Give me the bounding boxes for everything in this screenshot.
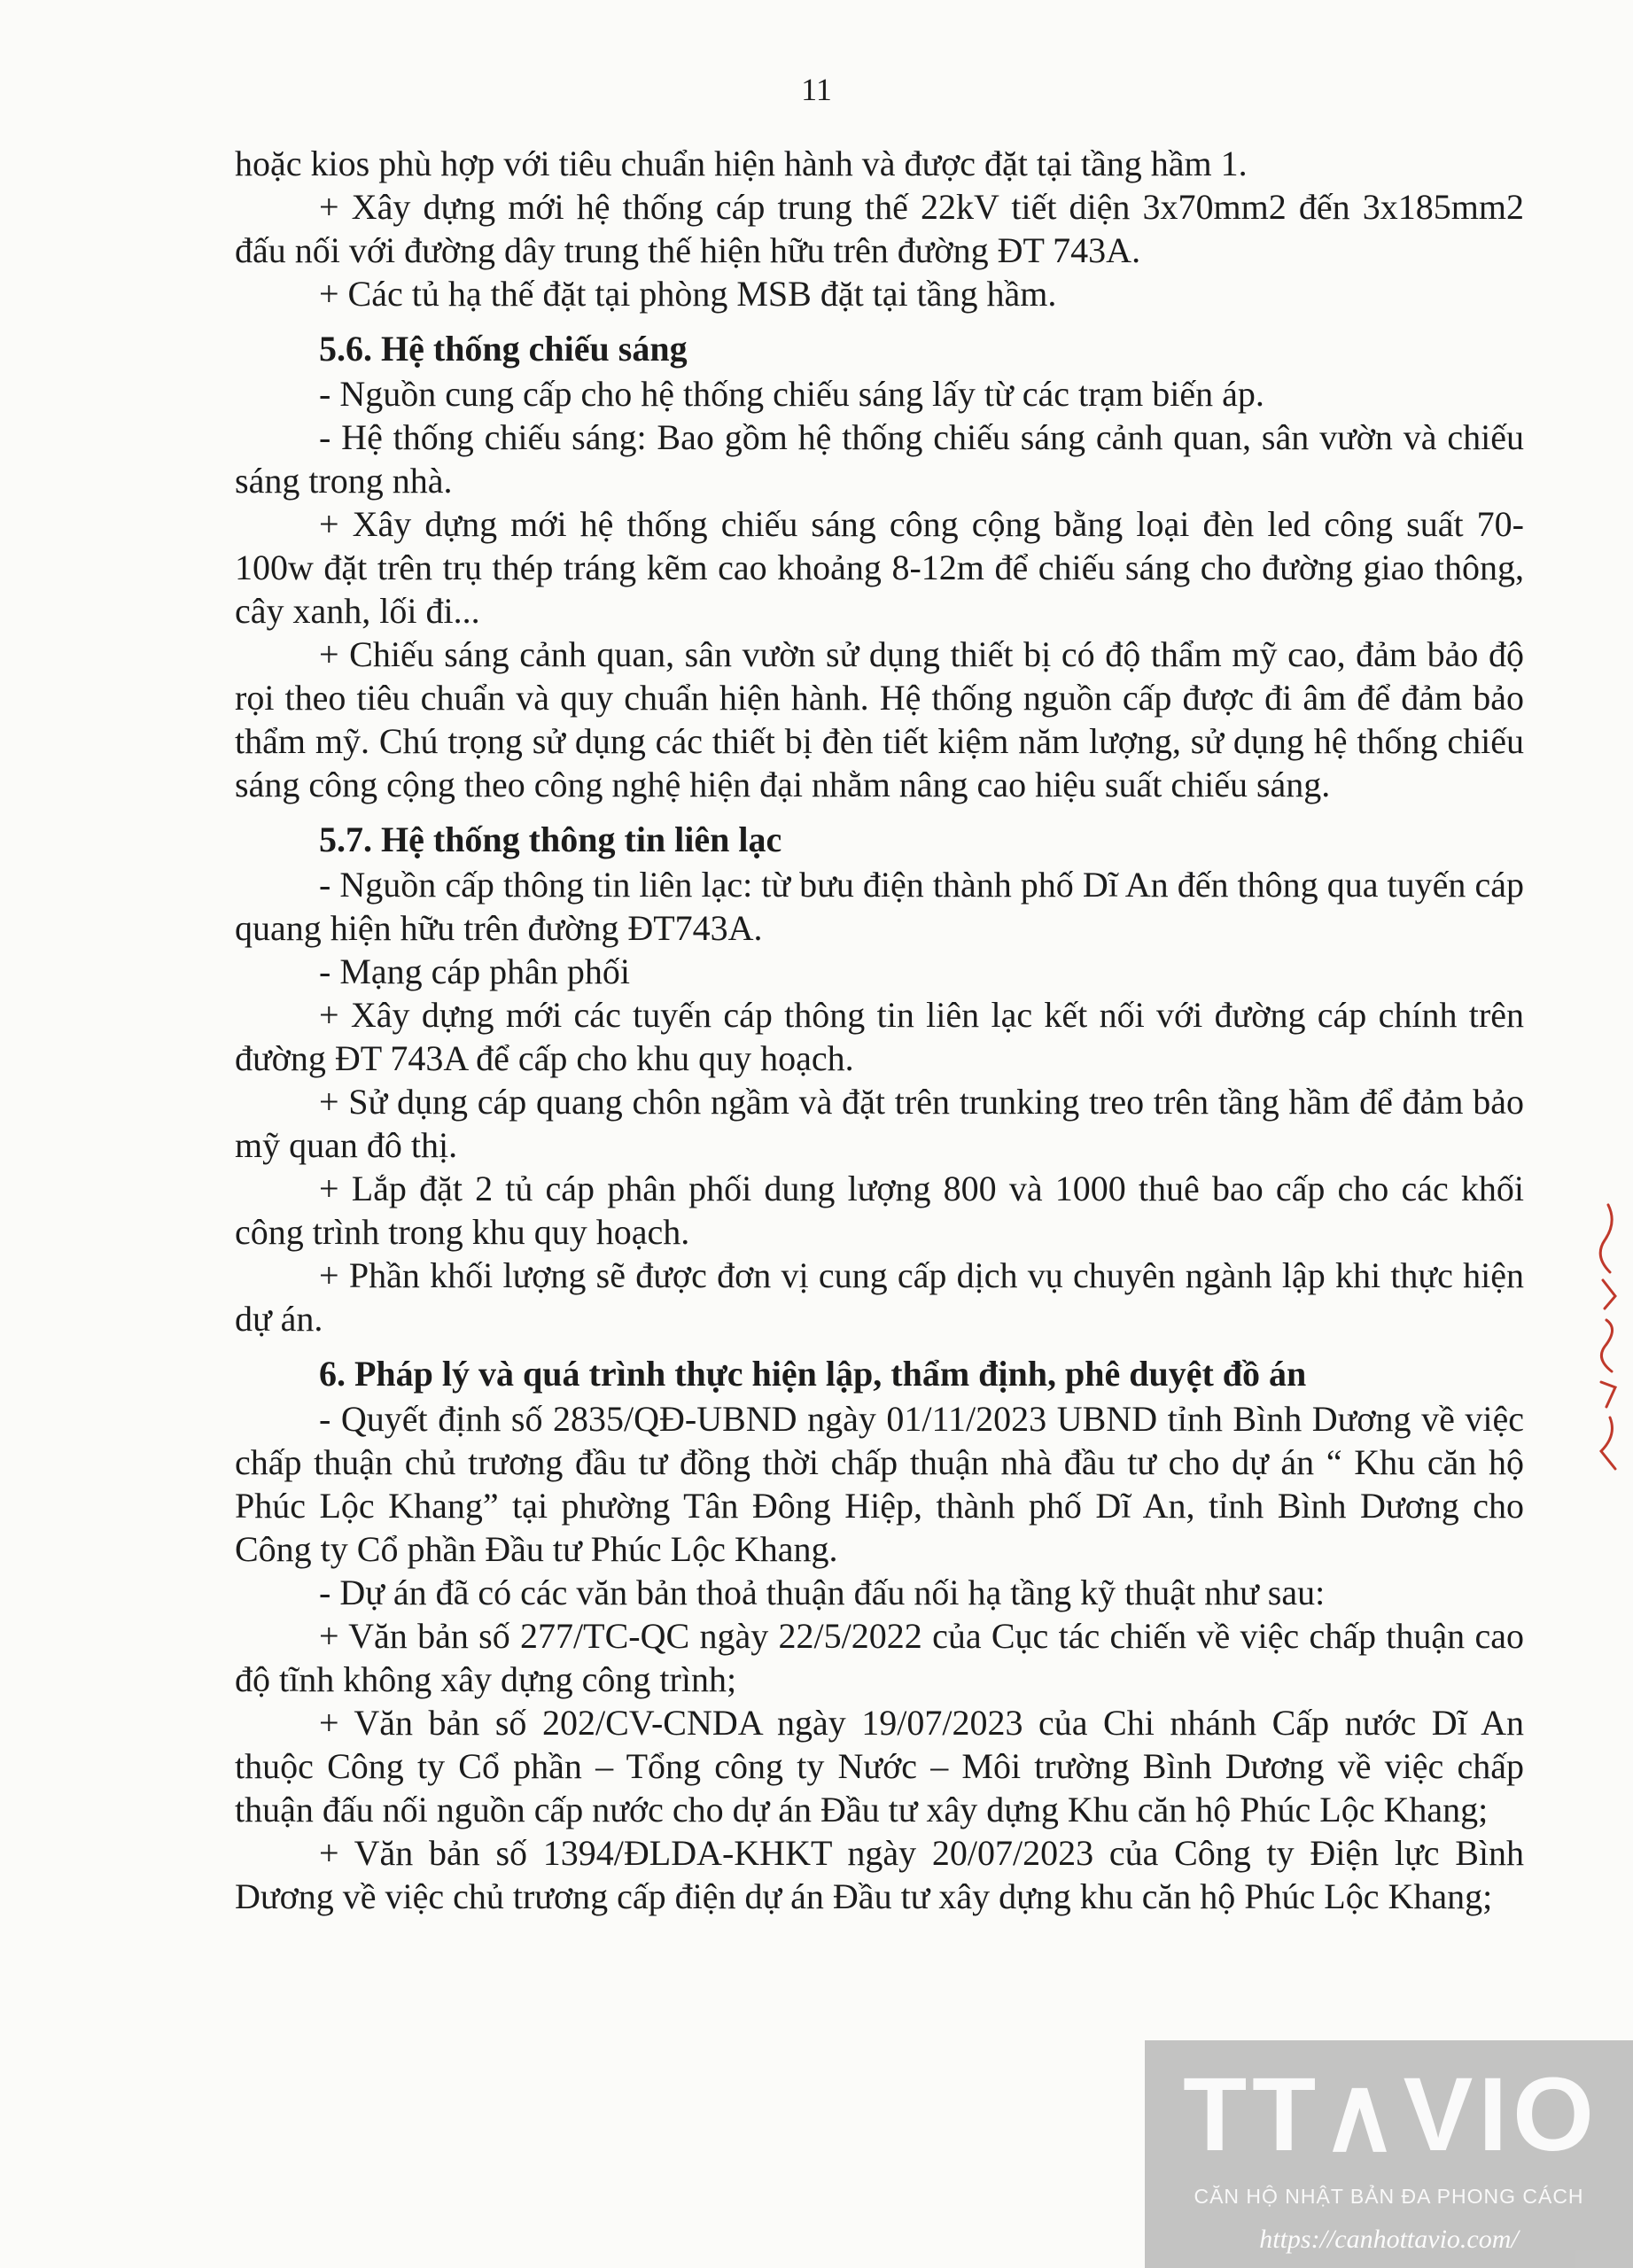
paragraph: + Các tủ hạ thế đặt tại phòng MSB đặt tại tầng hầm. — [319, 274, 1057, 314]
section-heading: 5.7. Hệ thống thông tin liên lạc — [319, 819, 782, 859]
paragraph: + Xây dựng mới hệ thống cáp trung thế 22kV tiết diện 3x70mm2 đến 3x185mm2 đấu nối với đường dây trung thế hiện hữu trên đường ĐT 743A. — [235, 187, 1524, 270]
paragraph: + Văn bản số 202/CV-CNDA ngày 19/07/2023 của Chi nhánh Cấp nước Dĩ An thuộc Công ty Cổ phần – Tổng công ty Nước – Môi trường Bình Dương về việc chấp thuận đấu nối nguồn cấp nước cho dự án Đầu tư xây dựng Khu căn hộ Phúc Lộc Khang; — [235, 1703, 1524, 1829]
document-body — [235, 142, 1524, 1918]
watermark-logo — [1145, 2040, 1633, 2268]
margin-signature-mark — [1590, 1196, 1626, 1488]
section-heading: 6. Pháp lý và quá trình thực hiện lập, thẩm định, phê duyệt đồ án — [319, 1354, 1307, 1394]
paragraph: - Dự án đã có các văn bản thoả thuận đấu nối hạ tầng kỹ thuật như sau: — [319, 1573, 1326, 1612]
paragraph: + Văn bản số 277/TC-QC ngày 22/5/2022 của Cục tác chiến về việc chấp thuận cao độ tĩnh không xây dựng công trình; — [235, 1616, 1524, 1699]
paragraph: hoặc kios phù hợp với tiêu chuẩn hiện hành và được đặt tại tầng hầm 1. — [235, 144, 1248, 183]
paragraph: + Sử dụng cáp quang chôn ngầm và đặt trên trunking treo trên tầng hầm để đảm bảo mỹ quan đô thị. — [235, 1082, 1524, 1165]
paragraph: - Nguồn cung cấp cho hệ thống chiếu sáng lấy từ các trạm biến áp. — [319, 374, 1264, 414]
paragraph: + Xây dựng mới hệ thống chiếu sáng công cộng bằng loại đèn led công suất 70-100w đặt trên trụ thép tráng kẽm cao khoảng 8-12m để chiếu sáng cho đường giao thông, cây xanh, lối đi... — [235, 504, 1524, 631]
paragraph: + Phần khối lượng sẽ được đơn vị cung cấp dịch vụ chuyên ngành lập khi thực hiện dự án. — [235, 1255, 1524, 1339]
paragraph: - Mạng cáp phân phối — [319, 951, 631, 991]
paragraph: - Hệ thống chiếu sáng: Bao gồm hệ thống chiếu sáng cảnh quan, sân vườn và chiếu sáng trong nhà. — [235, 417, 1524, 501]
section-heading: 5.6. Hệ thống chiếu sáng — [319, 329, 688, 369]
watermark-tagline: CĂN HỘ NHẬT BẢN ĐA PHONG CÁCH — [1194, 2185, 1584, 2208]
paragraph: + Chiếu sáng cảnh quan, sân vườn sử dụng thiết bị có độ thẩm mỹ cao, đảm bảo độ rọi theo tiêu chuẩn và quy chuẩn hiện hành. Hệ thống nguồn cấp được đi âm để đảm bảo thẩm mỹ. Chú trọng sử dụng các thiết bị đèn tiết kiệm năm lượng, sử dụng hệ thống chiếu sáng công cộng theo công nghệ hiện đại nhằm nâng cao hiệu suất chiếu sáng. — [235, 634, 1524, 804]
paragraph: + Xây dựng mới các tuyến cáp thông tin liên lạc kết nối với đường cáp chính trên đường ĐT 743A để cấp cho khu quy hoạch. — [235, 995, 1524, 1078]
paragraph: - Nguồn cấp thông tin liên lạc: từ bưu điện thành phố Dĩ An đến thông qua tuyến cáp quang hiện hữu trên đường ĐT743A. — [235, 865, 1524, 948]
watermark-url: https://canhottavio.com/ — [1259, 2225, 1519, 2254]
paragraph: + Lắp đặt 2 tủ cáp phân phối dung lượng 800 và 1000 thuê bao cấp cho các khối công trình trong khu quy hoạch. — [235, 1169, 1524, 1252]
page-number: 11 — [801, 72, 832, 107]
paragraph: - Quyết định số 2835/QĐ-UBND ngày 01/11/2023 UBND tỉnh Bình Dương về việc chấp thuận chủ trương đầu tư đồng thời chấp thuận nhà đầu tư cho dự án “ Khu căn hộ Phúc Lộc Khang” tại phường Tân Đông Hiệp, thành phố Dĩ An, tỉnh Bình Dương cho Công ty Cổ phần Đầu tư Phúc Lộc Khang. — [235, 1399, 1524, 1569]
watermark-brand: TT∧VIO — [1183, 2056, 1599, 2173]
paragraph: + Văn bản số 1394/ĐLDA-KHKT ngày 20/07/2023 của Công ty Điện lực Bình Dương về việc chủ trương cấp điện dự án Đầu tư xây dựng khu căn hộ Phúc Lộc Khang; — [235, 1833, 1524, 1916]
